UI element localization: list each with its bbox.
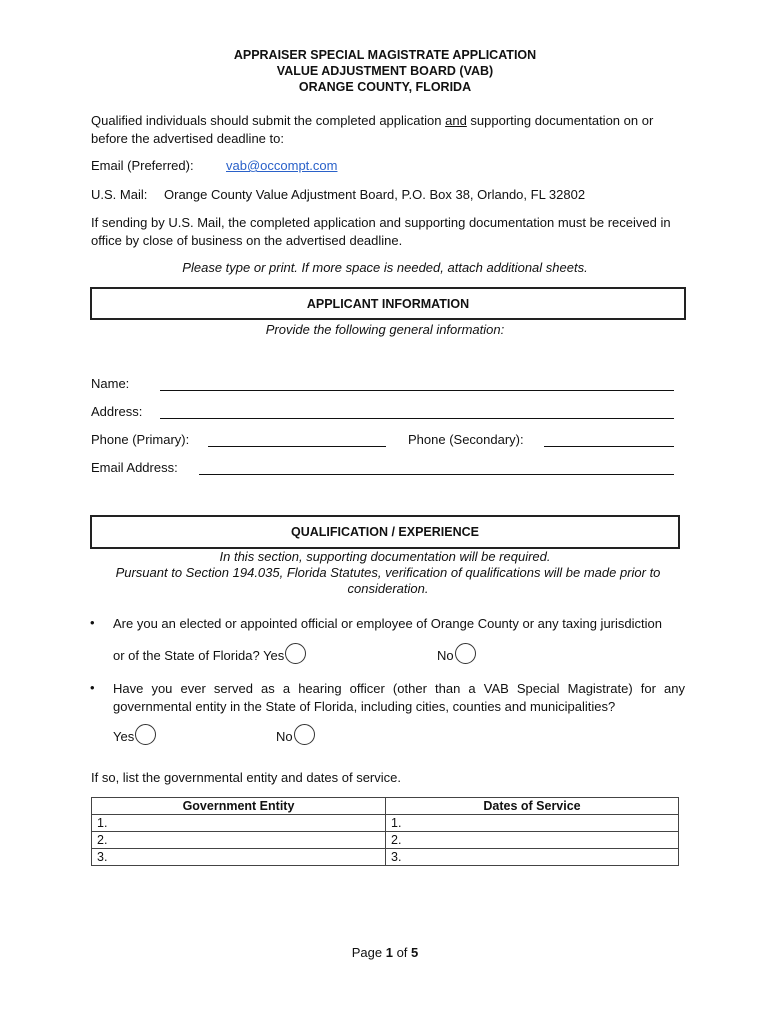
instructions: Please type or print. If more space is needed, attach additional sheets. [182,260,588,275]
column-header-dates: Dates of Service [386,798,679,815]
question2-yes: Yes [113,724,173,746]
doc-title-line1: APPRAISER SPECIAL MAGISTRATE APPLICATION [233,48,537,62]
page-number: Page 1 of 5 [351,945,419,960]
question1-line1: Are you an elected or appointed official or employee of Orange County or any taxing jurisdiction [113,616,662,631]
mail-label: U.S. Mail: [91,187,148,202]
doc-title-line3: ORANGE COUNTY, FLORIDA [298,80,472,94]
applicant-info-heading: APPLICANT INFORMATION [90,287,686,320]
email-address-label: Email Address: [91,460,178,475]
bullet-icon: • [90,615,95,630]
email-row [91,157,691,175]
dates-cell[interactable]: 3. [386,849,679,866]
service-table [91,797,679,866]
qualification-note2: Pursuant to Section 194.035, Florida Statutes, verification of qualifications will be made prior to consideration. [115,565,661,596]
qualification-note1: In this section, supporting documentation will be required. [219,549,551,564]
address-label: Address: [91,404,143,419]
phone-primary-field[interactable] [208,434,386,447]
mail-address: Orange County Value Adjustment Board, P.O. Box 38, Orlando, FL 32802 [164,187,586,202]
address-field[interactable] [160,406,674,419]
table-row [92,832,679,849]
table-row [92,849,679,866]
question2-text: Have you ever served as a hearing officer (other than a VAB Special Magistrate) for any governmental entity in the State of Florida, including cities, counties and municipalities? [113,681,685,714]
list-prompt: If so, list the governmental entity and dates of service. [91,770,401,785]
phone-secondary-field[interactable] [544,434,674,447]
name-label: Name: [91,376,130,391]
entity-cell[interactable]: 1. [92,815,386,832]
doc-title-line2: VALUE ADJUSTMENT BOARD (VAB) [276,64,494,78]
name-field[interactable] [160,378,674,391]
bullet-icon: • [90,680,95,695]
phone-primary-label: Phone (Primary): [91,432,190,447]
applicant-info-subheading: Provide the following general information: [265,322,505,337]
entity-cell[interactable]: 2. [92,832,386,849]
email-link[interactable]: vab@occompt.com [226,158,338,173]
email-label: Email (Preferred): [91,158,194,173]
entity-cell[interactable]: 3. [92,849,386,866]
email-address-field[interactable] [199,462,674,475]
q1-no-radio[interactable] [455,643,476,664]
table-header-row [92,798,679,815]
dates-cell[interactable]: 1. [386,815,679,832]
question2-no: No [276,724,336,746]
mail-row [91,186,691,204]
dates-cell[interactable]: 2. [386,832,679,849]
table-row [92,815,679,832]
q2-no-radio[interactable] [294,724,315,745]
q2-yes-radio[interactable] [135,724,156,745]
mail-note: If sending by U.S. Mail, the completed application and supporting documentation must be received in office by close of business on the advertised deadline. [91,215,671,248]
qualification-heading: QUALIFICATION / EXPERIENCE [90,515,680,549]
intro-paragraph: Qualified individuals should submit the completed application and supporting documentation on or before the advertised deadline to: [91,113,654,146]
phone-secondary-label: Phone (Secondary): [408,432,524,447]
question1-line2: or of the State of Florida? Yes [113,643,333,665]
q1-yes-radio[interactable] [285,643,306,664]
column-header-entity: Government Entity [92,798,386,815]
question1-no: No [437,643,497,665]
